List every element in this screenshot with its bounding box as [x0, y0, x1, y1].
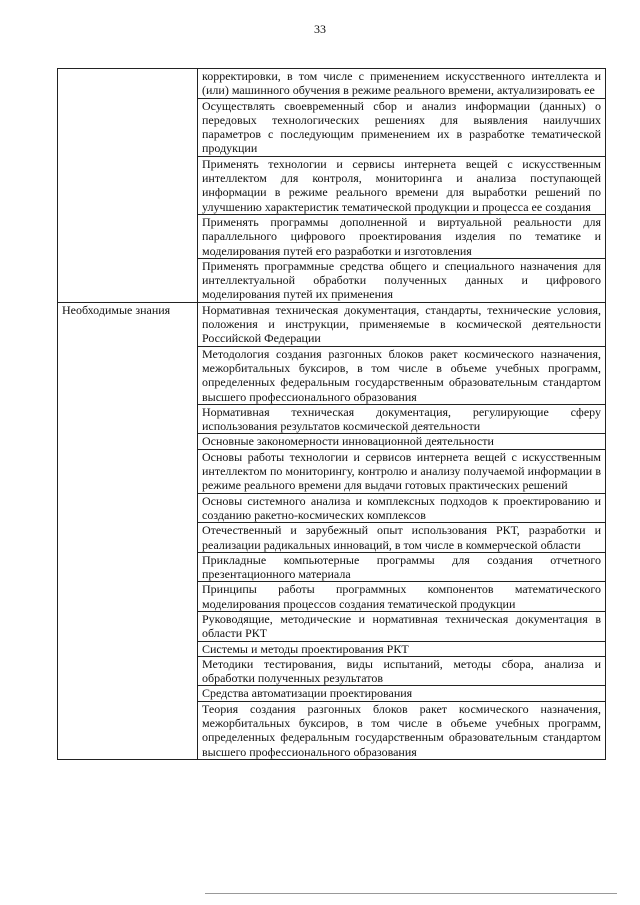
knowledge-item: Теория создания разгонных блоков ракет космического назначения, межорбитальных буксиров, в том числе в объеме учебных программ, определенных федеральным государственным образовательным стандартом высшего профессионального образования: [198, 701, 606, 759]
knowledge-item: Нормативная техническая документация, стандарты, технические условия, положения и инструкции, применяемые в космической деятельности Российской Федерации: [198, 302, 606, 346]
knowledge-item: Руководящие, методические и нормативная техническая документация в области РКТ: [198, 611, 606, 641]
page-number: 33: [314, 22, 326, 36]
skill-item: Применять программы дополненной и виртуальной реальности для параллельного цифрового проектирования изделия по тематике и моделирования путей его разработки и изготовления: [198, 214, 606, 258]
requirements-table: [57, 68, 606, 760]
knowledge-item: Основы работы технологии и сервисов интернета вещей с искусственным интеллектом по мониторингу, контролю и анализу получаемой информации в режиме реального времени для выдачи готовых практических решений: [198, 449, 606, 493]
skill-item: Применять технологии и сервисы интернета вещей с искусственным интеллектом для контроля, мониторинга и анализа поступающей информации в режиме реального времени для выработки решений по улучшению характеристик тематической продукции и процесса ее создания: [198, 156, 606, 214]
knowledge-item: Основы системного анализа и комплексных подходов к проектированию и созданию ракетно-космических комплексов: [198, 493, 606, 523]
knowledge-item: Отечественный и зарубежный опыт использования РКТ, разработки и реализации радикальных инноваций, в том числе в коммерческой области: [198, 523, 606, 553]
table-row: [58, 302, 606, 346]
knowledge-label: Необходимые знания: [58, 302, 198, 759]
knowledge-item: Нормативная техническая документация, регулирующие сферу использования результатов космической деятельности: [198, 404, 606, 434]
knowledge-item: Средства автоматизации проектирования: [198, 686, 606, 701]
knowledge-item: Методология создания разгонных блоков ракет космического назначения, межорбитальных буксиров, в том числе в объеме учебных программ, определенных федеральным государственным образовательным стандартом высшего профессионального образования: [198, 346, 606, 404]
knowledge-item: Основные закономерности инновационной деятельности: [198, 434, 606, 449]
continued-label-cell: [58, 69, 198, 303]
skill-item: Применять программные средства общего и специального назначения для интеллектуальной обработки полученных данных и цифрового моделирования путей их применения: [198, 258, 606, 302]
knowledge-item: Системы и методы проектирования РКТ: [198, 641, 606, 656]
knowledge-item: Прикладные компьютерные программы для создания отчетного презентационного материала: [198, 552, 606, 582]
knowledge-item: Принципы работы программных компонентов математического моделирования процессов создания тематической продукции: [198, 582, 606, 612]
knowledge-item: Методики тестирования, виды испытаний, методы сбора, анализа и обработки полученных результатов: [198, 656, 606, 686]
table-row: [58, 69, 606, 99]
skill-item: Осуществлять своевременный сбор и анализ информации (данных) о передовых технологических решениях для выявления наилучших параметров с последующим применением их в разработке тематической продукции: [198, 98, 606, 156]
skill-item: корректировки, в том числе с применением искусственного интеллекта и (или) машинного обучения в режиме реального времени, актуализировать ее: [198, 69, 606, 99]
scan-edge-line: [205, 893, 617, 894]
